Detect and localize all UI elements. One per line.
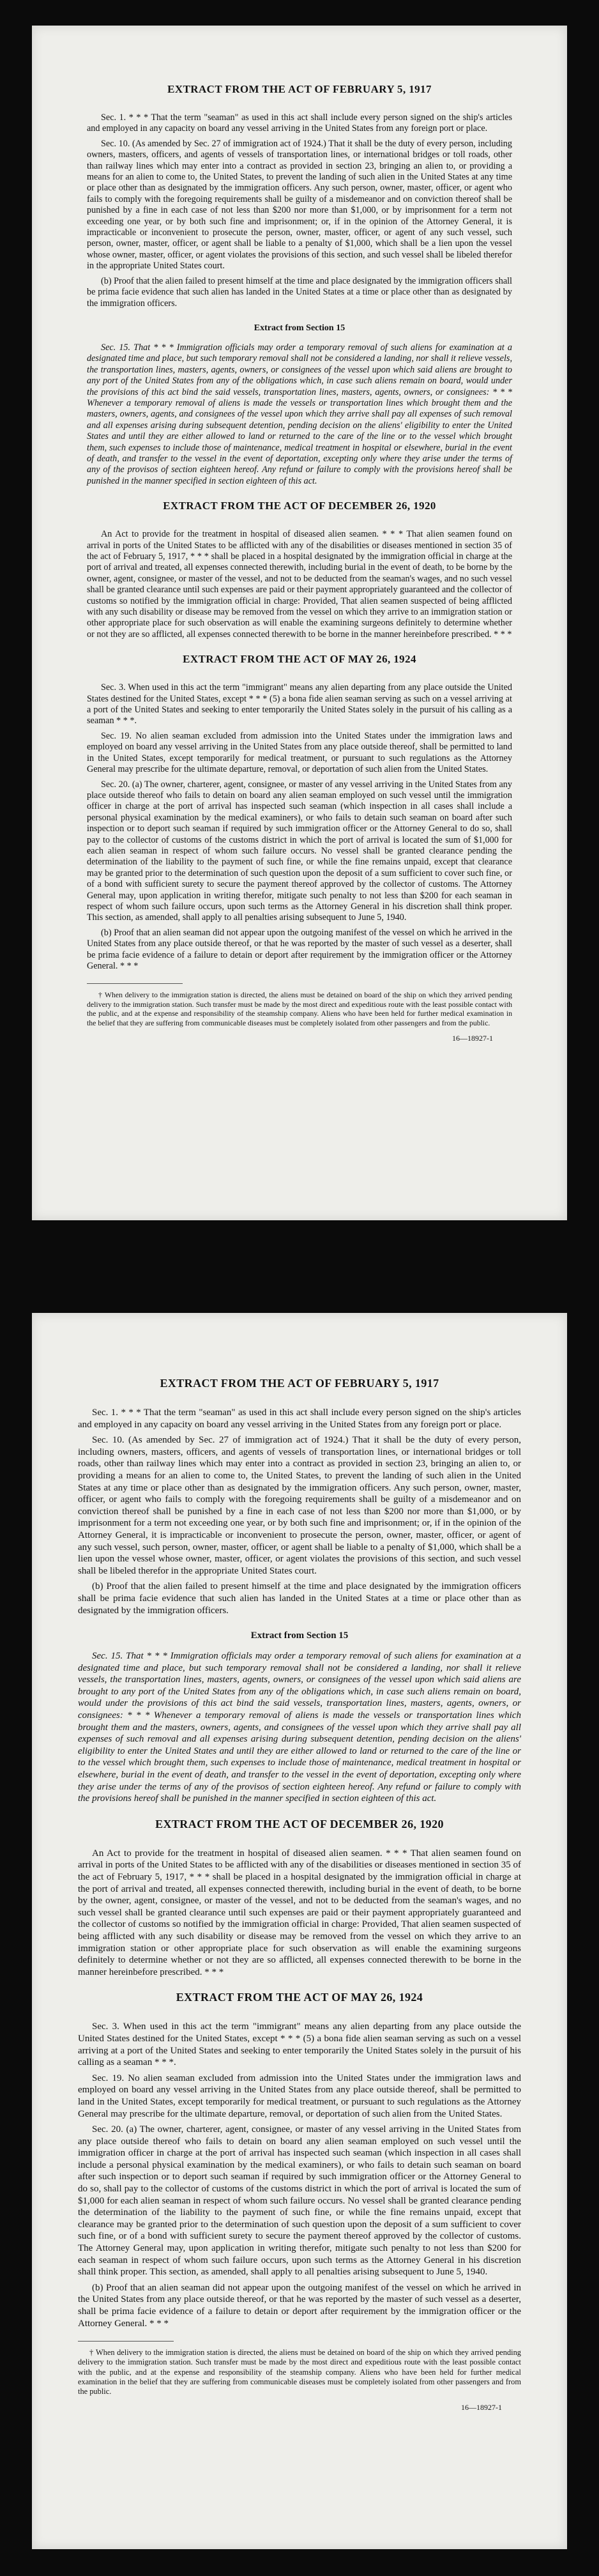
section-15-paragraph: Sec. 15. That * * * Immigration officials may order a temporary removal of such aliens for examination at a designated time and place, but such temporary removal shall not be considered a landing, nor shall it relieve vessels, the transportation lines, masters, agents, owners, or consignees of the vessel upon which said aliens are brought to any port of the United States from any of the obligations which, in case such aliens remain on board, would under the provisions of this act bind the said vessels, transportation lines, masters, agents, owners, or consignees: * * * Whenever a temporary removal of aliens is made the vessels or transportation lines which brought them and the masters, owners, agents, and consignees of the vessel upon which they arrive shall pay all expenses of such removal and all expenses arising during subsequent detention, pending decision on the aliens' eligibility to enter the United States and until they are either allowed to land or returned to the care of the line or to the vessel which brought them, such expenses to include those of maintenance, medical treatment in hospital or elsewhere, burial in the event of death, and transfer to the vessel in the event of deportation, excepting only where they arise under the terms of any of the provisos of section eighteen hereof. Any refund or failure to comply with the provisions hereof shall be punished in the manner specified in section eighteen of this act. bbox=[87, 342, 512, 486]
heading-act-1924: EXTRACT FROM THE ACT OF MAY 26, 1924 bbox=[183, 653, 416, 666]
document-page-2 bbox=[32, 1313, 567, 2549]
heading-act-1917: EXTRACT FROM THE ACT OF FEBRUARY 5, 1917 bbox=[167, 83, 432, 95]
act-1920-paragraph: An Act to provide for the treatment in hospital of diseased alien seamen. * * * That alien seamen found on arrival in ports of the United States to be afflicted with any of the disabilities or diseases mentioned in section 35 of the act of February 5, 1917, * * * shall be placed in a hospital designated by the immigration official in charge at the port of arrival and treated, all expenses connected therewith, including burial in the event of death, to be borne by the owner, agent, consignee, or master of the vessel, and not to be deducted from the seaman's wages, and no such vessel shall be granted clearance until such expenses are paid or their payment appropriately guaranteed and the collector of customs so notified by the immigration official in charge: Provided, That alien seamen suspected of being afflicted with any such disability or disease may be removed from the vessel on which they arrive to an immigration station or other appropriate place for such observation as will enable the examining surgeons definitely to determine whether or not they are so afflicted, all expenses connected therewith to be borne in the manner hereinbefore prescribed. * * * bbox=[78, 1848, 521, 1977]
heading-act-1924: EXTRACT FROM THE ACT OF MAY 26, 1924 bbox=[176, 1991, 423, 2004]
heading-act-1920: EXTRACT FROM THE ACT OF DECEMBER 26, 1920 bbox=[155, 1817, 444, 1830]
heading-act-1917: EXTRACT FROM THE ACT OF FEBRUARY 5, 1917 bbox=[160, 1377, 439, 1390]
footnote-divider bbox=[78, 2341, 174, 2342]
document-page-1 bbox=[32, 26, 567, 1220]
section-20b-paragraph: (b) Proof that an alien seaman did not appear upon the outgoing manifest of the vessel on which he arrived in the United States from any place outside thereof, or that he was reported by the master of such vessel as a deserter, shall be prima facie evidence of a failure to detain or deport after requirement by the immigration officer or the Attorney General. * * * bbox=[87, 927, 512, 971]
footnote: † When delivery to the immigration station is directed, the aliens must be detained on board of the ship on which they arrived pending delivery to the immigration station. Such transfer must be made by the most direct and expeditious route with the least possible contact with the public, and at the expense and responsibility of the steamship company. Aliens who have been held for further medical examination in the belief that they are suffering from communicable diseases must be completely isolated from other passengers and from the public. bbox=[78, 2348, 521, 2396]
heading-act-1920: EXTRACT FROM THE ACT OF DECEMBER 26, 1920 bbox=[163, 500, 436, 512]
section-15-paragraph: Sec. 15. That * * * Immigration officials may order a temporary removal of such aliens for examination at a designated time and place, but such temporary removal shall not be considered a landing, nor shall it relieve vessels, the transportation lines, masters, agents, owners, or consignees of the vessel upon which said aliens are brought to any port of the United States from any of the obligations which, in case such aliens remain on board, would under the provisions of this act bind the said vessels, transportation lines, masters, agents, owners, or consignees: * * * Whenever a temporary removal of aliens is made the vessels or transportation lines which brought them and the masters, owners, agents, and consignees of the vessel upon which they arrive shall pay all expenses of such removal and all expenses arising during subsequent detention, pending decision on the aliens' eligibility to enter the United States and until they are either allowed to land or returned to the care of the line or to the vessel which brought them, such expenses to include those of maintenance, medical treatment in hospital or elsewhere, burial in the event of death, and transfer to the vessel in the event of deportation, excepting only where they arise under the terms of any of the provisos of section eighteen hereof. Any refund or failure to comply with the provisions hereof shall be punished in the manner specified in section eighteen of this act. bbox=[78, 1651, 521, 1804]
subheading-section-15: Extract from Section 15 bbox=[254, 323, 345, 333]
section-10b-paragraph: (b) Proof that the alien failed to present himself at the time and place designated by the immigration officers shall be prima facie evidence that such alien has landed in the United States at a time or place other than as designated by the immigration officers. bbox=[78, 1581, 521, 1616]
subheading-section-15: Extract from Section 15 bbox=[250, 1630, 349, 1641]
section-1-paragraph: Sec. 1. * * * That the term "seaman" as used in this act shall include every person signed on the ship's articles and employed in any capacity on board any vessel arriving in the United States from any foreign port or place. bbox=[78, 1407, 521, 1430]
section-10-paragraph: Sec. 10. (As amended by Sec. 27 of immigration act of 1924.) That it shall be the duty of every person, including owners, masters, officers, and agents of vessels of transportation lines, or international bridges or toll roads, other than railway lines which may enter into a contract as provided in section 23, bringing an alien to, or providing a means for an alien to come to, the United States, to prevent the landing of such alien in the United States at any time or place other than as designated by the immigration officers. Any such person, owner, master, officer, or agent who fails to comply with the foregoing requirements shall be guilty of a misdemeanor and on conviction thereof shall be punished by a fine in each case of not less than $200 nor more than $1,000, or by imprisonment for a term not exceeding one year, or by both such fine and imprisonment; or, if in the opinion of the Attorney General, it is impracticable or inconvenient to prosecute the person, owner, master, officer, or agent of any such vessel, such person, owner, master, officer, or agent shall be liable to a penalty of $1,000, which shall be a lien upon the vessel whose owner, master, officer, or agent violates the provisions of this section, and such vessel shall be libeled therefor in the appropriate United States court. bbox=[87, 138, 512, 272]
form-code: 16—18927-1 bbox=[461, 2403, 502, 2412]
act-1920-paragraph: An Act to provide for the treatment in hospital of diseased alien seamen. * * * That alien seamen found on arrival in ports of the United States to be afflicted with any of the disabilities or diseases mentioned in section 35 of the act of February 5, 1917, * * * shall be placed in a hospital designated by the immigration official in charge at the port of arrival and treated, all expenses connected therewith, including burial in the event of death, to be borne by the owner, agent, consignee, or master of the vessel, and not to be deducted from the seaman's wages, and no such vessel shall be granted clearance until such expenses are paid or their payment appropriately guaranteed and the collector of customs so notified by the immigration official in charge: Provided, That alien seamen suspected of being afflicted with any such disability or disease may be removed from the vessel on which they arrive to an immigration station or other appropriate place for such observation as will enable the examining surgeons definitely to determine whether or not they are so afflicted, all expenses connected therewith to be borne in the manner hereinbefore prescribed. * * * bbox=[87, 529, 512, 640]
form-code: 16—18927-1 bbox=[452, 1034, 493, 1043]
section-1-paragraph: Sec. 1. * * * That the term "seaman" as used in this act shall include every person signed on the ship's articles and employed in any capacity on board any vessel arriving in the United States from any foreign port or place. bbox=[87, 112, 512, 134]
section-20a-paragraph: Sec. 20. (a) The owner, charterer, agent, consignee, or master of any vessel arriving in the United States from any place outside thereof who fails to detain on board any alien seaman employed on such vessel until the immigration officer in charge at the port of arrival has inspected such seaman (which inspection in all cases shall include a personal physical examination by the medical examiners), or who fails to detain such seaman on board after such inspection or to deport such seaman if required by such immigration officer or the Attorney General to do so, shall pay to the collector of customs of the customs district in which the port of arrival is located the sum of $1,000 for each alien seaman in respect of whom such failure occurs. No vessel shall be granted clearance pending the determination of the liability to the payment of such fine, or while the fine remains unpaid, except that clearance may be granted prior to the determination of such question upon the deposit of a sum sufficient to cover such fine, or of a bond with sufficient surety to secure the payment thereof approved by the collector of customs. The Attorney General may, upon application in writing therefor, mitigate such penalty to not less than $200 for each seaman in respect of whom such failure occurs, upon such terms as the Attorney General in his discretion shall think proper. This section, as amended, shall apply to all penalties arising subsequent to June 5, 1940. bbox=[78, 2124, 521, 2278]
section-19-paragraph: Sec. 19. No alien seaman excluded from admission into the United States under the immigration laws and employed on board any vessel arriving in the United States from any place outside thereof, shall be permitted to land in the United States, except temporarily for medical treatment, or pursuant to such regulations as the Attorney General may prescribe for the ultimate departure, removal, or deportation of such alien from the United States. bbox=[78, 2073, 521, 2119]
section-3-paragraph: Sec. 3. When used in this act the term "immigrant" means any alien departing from any place outside the United States destined for the United States, except * * * (5) a bona fide alien seaman serving as such on a vessel arriving at a port of the United States and seeking to enter temporarily the United States solely in the pursuit of his calling as a seaman * * *. bbox=[78, 2021, 521, 2068]
footnote-divider bbox=[87, 983, 183, 984]
section-20a-paragraph: Sec. 20. (a) The owner, charterer, agent, consignee, or master of any vessel arriving in the United States from any place outside thereof who fails to detain on board any alien seaman employed on such vessel until the immigration officer in charge at the port of arrival has inspected such seaman (which inspection in all cases shall include a personal physical examination by the medical examiners), or who fails to detain such seaman on board after such inspection or to deport such seaman if required by such immigration officer or the Attorney General to do so, shall pay to the collector of customs of the customs district in which the port of arrival is located the sum of $1,000 for each alien seaman in respect of whom such failure occurs. No vessel shall be granted clearance pending the determination of the liability to the payment of such fine, or while the fine remains unpaid, except that clearance may be granted prior to the determination of such question upon the deposit of a sum sufficient to cover such fine, or of a bond with sufficient surety to secure the payment thereof approved by the collector of customs. The Attorney General may, upon application in writing therefor, mitigate such penalty to not less than $200 for each seaman in respect of whom such failure occurs, upon such terms as the Attorney General in his discretion shall think proper. This section, as amended, shall apply to all penalties arising subsequent to June 5, 1940. bbox=[87, 779, 512, 923]
section-10-paragraph: Sec. 10. (As amended by Sec. 27 of immigration act of 1924.) That it shall be the duty of every person, including owners, masters, officers, and agents of vessels of transportation lines, or international bridges or toll roads, other than railway lines which may enter into a contract as provided in section 23, bringing an alien to, or providing a means for an alien to come to, the United States, to prevent the landing of such alien in the United States at any time or place other than as designated by the immigration officers. Any such person, owner, master, officer, or agent who fails to comply with the foregoing requirements shall be guilty of a misdemeanor and on conviction thereof shall be punished by a fine in each case of not less than $200 nor more than $1,000, or by imprisonment for a term not exceeding one year, or by both such fine and imprisonment; or, if in the opinion of the Attorney General, it is impracticable or inconvenient to prosecute the person, owner, master, officer, or agent of any such vessel, such person, owner, master, officer, or agent shall be liable to a penalty of $1,000, which shall be a lien upon the vessel whose owner, master, officer, or agent violates the provisions of this section, and such vessel shall be libeled therefor in the appropriate United States court. bbox=[78, 1435, 521, 1576]
section-10b-paragraph: (b) Proof that the alien failed to present himself at the time and place designated by the immigration officers shall be prima facie evidence that such alien has landed in the United States at a time or place other than as designated by the immigration officers. bbox=[87, 275, 512, 309]
section-19-paragraph: Sec. 19. No alien seaman excluded from admission into the United States under the immigration laws and employed on board any vessel arriving in the United States from any place outside thereof, shall be permitted to land in the United States, except temporarily for medical treatment, or pursuant to such regulations as the Attorney General may prescribe for the ultimate departure, removal, or deportation of such alien from the United States. bbox=[87, 730, 512, 775]
section-20b-paragraph: (b) Proof that an alien seaman did not appear upon the outgoing manifest of the vessel on which he arrived in the United States from any place outside thereof, or that he was reported by the master of such vessel as a deserter, shall be prima facie evidence of a failure to detain or deport after requirement by the immigration officer or the Attorney General. * * * bbox=[78, 2282, 521, 2329]
section-3-paragraph: Sec. 3. When used in this act the term "immigrant" means any alien departing from any place outside the United States destined for the United States, except * * * (5) a bona fide alien seaman serving as such on a vessel arriving at a port of the United States and seeking to enter temporarily the United States solely in the pursuit of his calling as a seaman * * *. bbox=[87, 682, 512, 726]
footnote: † When delivery to the immigration station is directed, the aliens must be detained on board of the ship on which they arrived pending delivery to the immigration station. Such transfer must be made by the most direct and expeditious route with the least possible contact with the public, and at the expense and responsibility of the steamship company. Aliens who have been held for further medical examination in the belief that they are suffering from communicable diseases must be completely isolated from other passengers and from the public. bbox=[87, 990, 512, 1027]
